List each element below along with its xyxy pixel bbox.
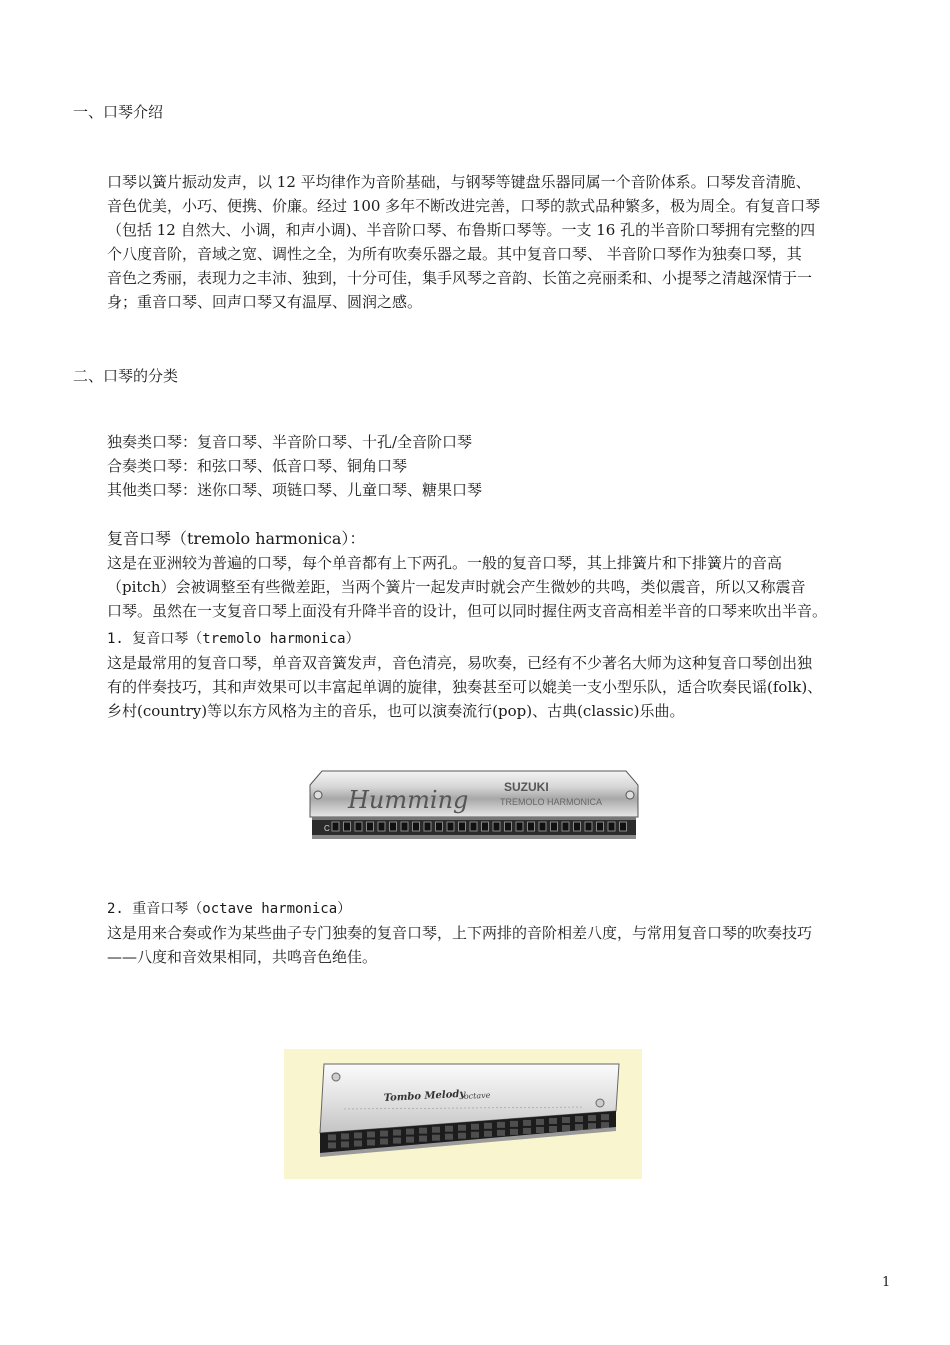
hole — [510, 1121, 518, 1127]
hole — [447, 822, 454, 831]
hole — [562, 1125, 570, 1131]
hole — [536, 1127, 544, 1133]
paragraph-line: 音色之秀丽，表现力之丰沛、独到，十分可佳，集手风琴之音韵、长笛之亮丽柔和、小提琴之清越深情于一 — [107, 269, 813, 287]
hole — [393, 1138, 401, 1144]
hole — [620, 822, 627, 831]
hole — [354, 1132, 362, 1138]
script-logo: Tombo Melody — [383, 1088, 466, 1104]
hole — [470, 822, 477, 831]
paragraph-line: （pitch）会被调整至有些微差距，当两个簧片一起发声时就会产生微妙的共鸣，类似震音，所以又称震音 — [107, 578, 806, 596]
hole — [549, 1118, 557, 1124]
tremolo-title: 复音口琴（tremolo harmonica）： — [107, 529, 366, 548]
item2-paragraph — [107, 921, 812, 969]
paragraph-line: 口琴。虽然在一支复音口琴上面没有升降半音的设计，但可以同时握住两支音高相差半音的口琴来吹出半音。 — [107, 602, 828, 620]
hole — [505, 822, 512, 831]
paragraph-line: ——八度和音效果相同，共鸣音色绝佳。 — [107, 948, 378, 966]
hole — [401, 822, 408, 831]
hole — [328, 1134, 336, 1140]
paragraph-line: 这是最常用的复音口琴，单音双音簧发声，音色清亮，易吹奏，已经有不少著名大师为这种复音口琴创出独 — [107, 654, 813, 672]
paragraph-line: 个八度音阶，音域之宽、调性之全，为所有吹奏乐器之最。其中复音口琴、 半音阶口琴作为独奏口琴，其 — [107, 245, 802, 263]
section1-heading: 一、口琴介绍 — [73, 103, 164, 121]
hole — [588, 1115, 596, 1121]
hole — [482, 822, 489, 831]
hole — [413, 822, 420, 831]
category-list — [107, 430, 482, 502]
hole — [562, 1117, 570, 1123]
hole — [536, 1119, 544, 1125]
hole — [528, 822, 535, 831]
hole — [432, 1135, 440, 1141]
category-item: 其他类口琴：迷你口琴、项链口琴、儿童口琴、糖果口琴 — [107, 481, 483, 499]
hole — [328, 1142, 336, 1148]
hole — [497, 1130, 505, 1136]
hole — [523, 1120, 531, 1126]
hole — [419, 1128, 427, 1134]
hole — [393, 1130, 401, 1136]
item1-title: 1. 复音口琴（tremolo harmonica） — [107, 631, 360, 647]
hole — [436, 822, 443, 831]
hole — [445, 1134, 453, 1140]
paragraph-line: 有的伴奏技巧，其和声效果可以丰富起单调的旋律，独奏甚至可以媲美一支小型乐队，适合吹奏民谣(folk)、 — [107, 678, 823, 696]
paragraph-line: （包括 12 自然大、小调，和声小调)、半音阶口琴、布鲁斯口琴等。一支 16 孔的半音阶口琴拥有完整的四 — [107, 221, 816, 239]
hole — [601, 1122, 609, 1128]
hole — [378, 822, 385, 831]
hole — [562, 822, 569, 831]
hole — [575, 1116, 583, 1122]
paragraph-line: 这是用来合奏或作为某些曲子专门独奏的复音口琴，上下两排的音阶相差八度，与常用复音口琴的吹奏技巧 — [107, 924, 813, 942]
item2-title: 2. 重音口琴（octave harmonica） — [107, 901, 352, 917]
tremolo-intro — [107, 551, 827, 623]
hole — [380, 1139, 388, 1145]
hole — [516, 822, 523, 831]
hole — [367, 1132, 375, 1138]
item1-paragraph — [107, 651, 822, 723]
hole — [367, 822, 374, 831]
hole — [406, 1129, 414, 1135]
paragraph-line: 口琴以簧片振动发声，以 12 平均律作为音阶基础，与钢琴等键盘乐器同属一个音阶体系。口琴发音清脆、 — [107, 173, 811, 191]
model-text: TREMOLO HARMONICA — [500, 797, 603, 807]
paragraph-line: 身；重音口琴、回声口琴又有温厚、圆润之感。 — [107, 293, 423, 311]
hole — [367, 1140, 375, 1146]
hole — [539, 822, 546, 831]
hole — [597, 822, 604, 831]
key-label: C — [324, 824, 330, 833]
category-item: 合奏类口琴：和弦口琴、低音口琴、铜角口琴 — [107, 457, 408, 475]
hole — [445, 1126, 453, 1132]
hole — [432, 1127, 440, 1133]
hole — [585, 822, 592, 831]
tremolo-harmonica-image — [308, 765, 640, 845]
hole — [341, 1141, 349, 1147]
hole — [574, 822, 581, 831]
script-logo: Humming — [348, 786, 469, 814]
section1-paragraph — [107, 170, 820, 314]
hole — [484, 1131, 492, 1137]
hole — [551, 822, 558, 831]
paragraph-line: 这是在亚洲较为普遍的口琴，每个单音都有上下两孔。一般的复音口琴，其上排簧片和下排簧片的音高 — [107, 554, 783, 572]
hole — [354, 1140, 362, 1146]
paragraph-line: 乡村(country)等以东方风格为主的音乐，也可以演奏流行(pop)、古典(classic)乐曲。 — [107, 702, 685, 720]
hole — [588, 1123, 596, 1129]
hole — [575, 1124, 583, 1130]
hole — [344, 822, 351, 831]
category-item: 独奏类口琴：复音口琴、半音阶口琴、十孔/全音阶口琴 — [107, 433, 473, 451]
section2-heading: 二、口琴的分类 — [73, 367, 179, 385]
hole — [601, 1114, 609, 1120]
hole — [355, 822, 362, 831]
hole — [458, 1125, 466, 1131]
hole — [380, 1131, 388, 1137]
hole — [390, 822, 397, 831]
hole — [419, 1136, 427, 1142]
brand-logo: SUZUKI — [504, 780, 549, 794]
hole — [459, 822, 466, 831]
hole — [549, 1126, 557, 1132]
hole — [497, 1122, 505, 1128]
hole — [406, 1137, 414, 1143]
hole — [471, 1132, 479, 1138]
hole — [341, 1133, 349, 1139]
hole — [510, 1129, 518, 1135]
octave-harmonica-image — [284, 1049, 642, 1179]
hole — [458, 1133, 466, 1139]
hole — [484, 1123, 492, 1129]
hole — [471, 1124, 479, 1130]
hole — [523, 1128, 531, 1134]
page-number: 1 — [882, 1275, 891, 1290]
paragraph-line: 音色优美，小巧、便携、价廉。经过 100 多年不断改进完善，口琴的款式品种繁多，极为周全。有复音口琴 — [107, 197, 821, 215]
hole — [493, 822, 500, 831]
hole — [424, 822, 431, 831]
model-text: octave — [463, 1090, 491, 1101]
hole — [332, 822, 339, 831]
hole — [608, 822, 615, 831]
